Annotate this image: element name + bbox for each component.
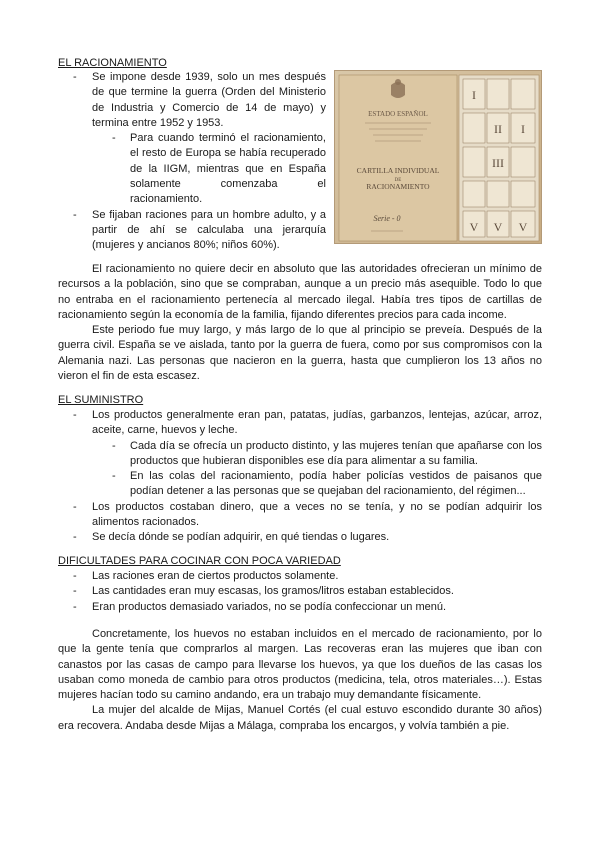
coupon-label: V <box>518 220 528 234</box>
section1-list <box>58 70 326 254</box>
paragraph: La mujer del alcalde de Mijas, Manuel Cortés (el cual estuvo escondido durante 30 años) era recovera. Andaba desde Mijas a Málaga, compraba los encargos, y volvía también a pie. <box>58 704 542 732</box>
paragraph: El racionamiento no quiere decir en absoluto que las autoridades ofrecieran un mínimo de recursos a la población, sino que se compraban, aunque a un precio más asequible. Todo lo que no entraba en el racionamiento pertenecía al mercado ilegal. Había tres tipos de cartillas de racionamiento según la economía de la familia, fijando diferentes precios para cada income. <box>58 263 542 321</box>
ration-card-photo <box>334 70 542 244</box>
card-line4: RACIONAMIENTO <box>366 182 430 191</box>
coupon-label: III <box>492 156 504 170</box>
card-line1: ESTADO ESPAÑOL <box>368 110 428 118</box>
coupon-label: V <box>469 220 479 234</box>
coupon-label: I <box>472 88 476 102</box>
list-item: - Las cantidades eran muy escasas, los gramos/litros estaban establecidos. <box>58 584 542 599</box>
list-item: - Los productos costaban dinero, que a veces no se tenía, y no se podían adquirir los alimentos racionados. <box>58 500 542 531</box>
list-item: - Las raciones eran de ciertos productos solamente. <box>58 569 542 584</box>
section3-list <box>58 569 542 615</box>
coupon-label: II <box>494 122 502 136</box>
section3-paragraphs <box>58 627 542 734</box>
sub-list-item: - Para cuando terminó el racionamiento, el resto de Europa se había recuperado de la IIGM, mientras que en España solamente comenzaba el racionamiento. <box>58 131 326 207</box>
section-heading-dificultades: DIFICULTADES PARA COCINAR CON POCA VARIEDAD <box>58 555 341 567</box>
sub-list-item: - Cada día se ofrecía un producto distinto, y las mujeres tenían que apañarse con los productos que hubieran disponibles ese día para alimentar a su familia. <box>58 439 542 470</box>
list-item: - Los productos generalmente eran pan, patatas, judías, garbanzos, lentejas, azúcar, arroz, aceite, carne, huevos y leche. <box>58 408 542 439</box>
paragraph: Concretamente, los huevos no estaban incluidos en el mercado de racionamiento, por lo que la gente tenía que comprarlos al margen. Las recoveras eran las mujeres que iban con canastos por las casas de campo para llevarse los huevos, ya que los dueños de las casas los usaban como moneda de cambio para otros productos (medicina, tela, otros materiales…). Estas mujeres hacían todo su camino andando, era un trabajo muy demandante físicamente. <box>58 628 542 702</box>
coupon-label: V <box>493 220 503 234</box>
paragraph: Este periodo fue muy largo, y más largo de lo que al principio se preveía. Después de la guerra civil. España se ve aislada, tanto por la guerra de fuera, como por sus compromisos con la Alemania nazi. Las personas que nacieron en la guerra, hasta que cumplieron los 13 años no vieron el fin de esta escasez. <box>58 324 542 383</box>
card-line2: CARTILLA INDIVIDUAL <box>356 166 440 175</box>
card-serie: Serie - 0 <box>373 214 401 223</box>
coupon-label: I <box>521 122 525 136</box>
ration-coupons <box>459 75 539 241</box>
ration-card-illustration <box>335 71 542 244</box>
section1-paragraphs <box>58 262 542 384</box>
list-item: - Se fijaban raciones para un hombre adulto, y a partir de ahí se calculaba una jerarquía (mujeres y ancianos 80%; niños 60%). <box>58 208 326 254</box>
sub-list-item: - En las colas del racionamiento, podía haber policías vestidos de paisanos que podían detener a las personas que se quejaban del racionamiento, del régimen... <box>58 469 542 500</box>
section2-list <box>58 408 542 546</box>
list-item: - Se impone desde 1939, solo un mes después de que termine la guerra (Orden del Ministerio de Industria y Comercio de 14 de mayo) y termina entre 1952 y 1953. <box>58 70 326 131</box>
list-item: - Se decía dónde se podían adquirir, en qué tiendas o lugares. <box>58 530 542 545</box>
section-heading-suministro: EL SUMINISTRO <box>58 394 144 406</box>
section-heading-racionamiento: EL RACIONAMIENTO <box>58 57 167 69</box>
card-line3: DE <box>394 178 402 183</box>
list-item: - Eran productos demasiado variados, no se podía confeccionar un menú. <box>58 600 542 615</box>
